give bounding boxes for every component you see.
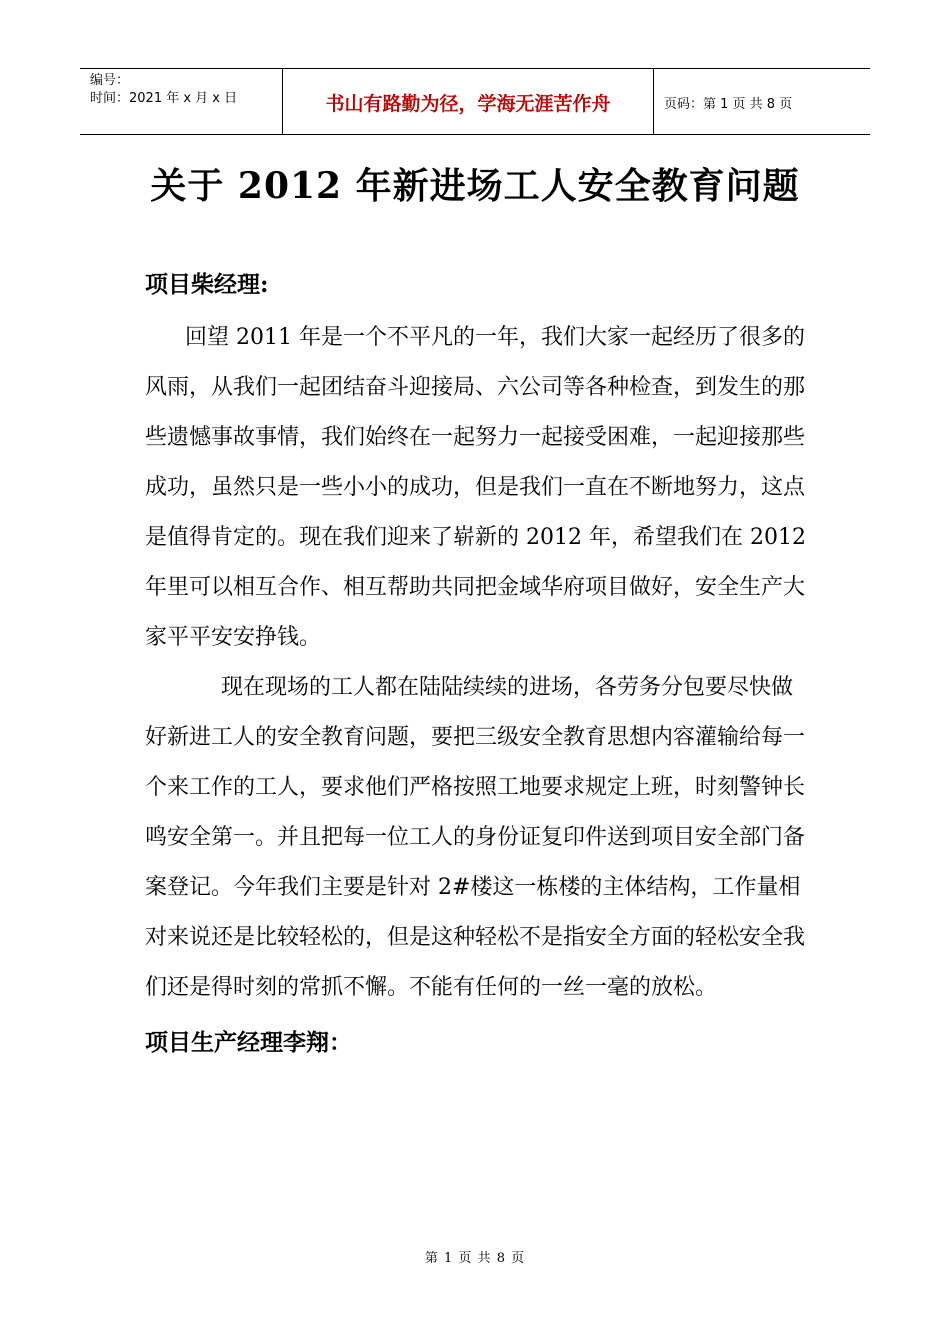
paragraph-safety-education: 现在现场的工人都在陆陆续续的进场，各劳务分包要尽快做好新进工人的安全教育问题，要把三级安全教育思想内容灌输给每一个来工作的工人，要求他们严格按照工地要求规定上班，时刻警钟长鸣安全第一。并且把每一位工人的身份证复印件送到项目安全部门备案登记。今年我们主要是针对 2#楼这一栋楼的主体结构，工作量相对来说还是比较轻松的，但是这种轻松不是指安全方面的轻松安全我们还是得时刻的常抓不懈。不能有任何的一丝一毫的放松。 — [145, 675, 806, 1000]
section-heading-manager-li: 项目生产经理李翔： — [145, 1029, 352, 1056]
paragraph-review: 回望 2011 年是一个不平凡的一年，我们大家一起经历了很多的风雨，从我们一起团结奋斗迎接局、六公司等各种检查，到发生的那些遗憾事故事情，我们始终在一起努力一起接受困难，一起迎接那些成功，虽然只是一些小小的成功，但是我们一直在不断地努力，这点是值得肯定的。现在我们迎来了崭新的 2012 年，希望我们在 2012 年里可以相互合作、相互帮助共同把金域华府项目做好，安全生产大家平平安安挣钱。 — [145, 325, 806, 650]
number-label: 编号： — [90, 73, 130, 88]
document-body — [145, 265, 810, 1065]
time-label: 时间：2021 年 x 月 x 日 — [90, 91, 238, 106]
header-motto: 书山有路勤为径，学海无涯苦作舟 — [282, 69, 654, 134]
header-page-info: 页码：第 1 页 共 8 页 — [664, 97, 793, 112]
header-table — [80, 68, 870, 135]
footer-page-number: 第 1 页 共 8 页 — [424, 1251, 526, 1266]
document-title: 关于 2012 年新进场工人安全教育问题 — [150, 165, 800, 207]
header-meta — [80, 69, 282, 134]
section-heading-manager-chai: 项目柴经理: — [145, 271, 269, 298]
